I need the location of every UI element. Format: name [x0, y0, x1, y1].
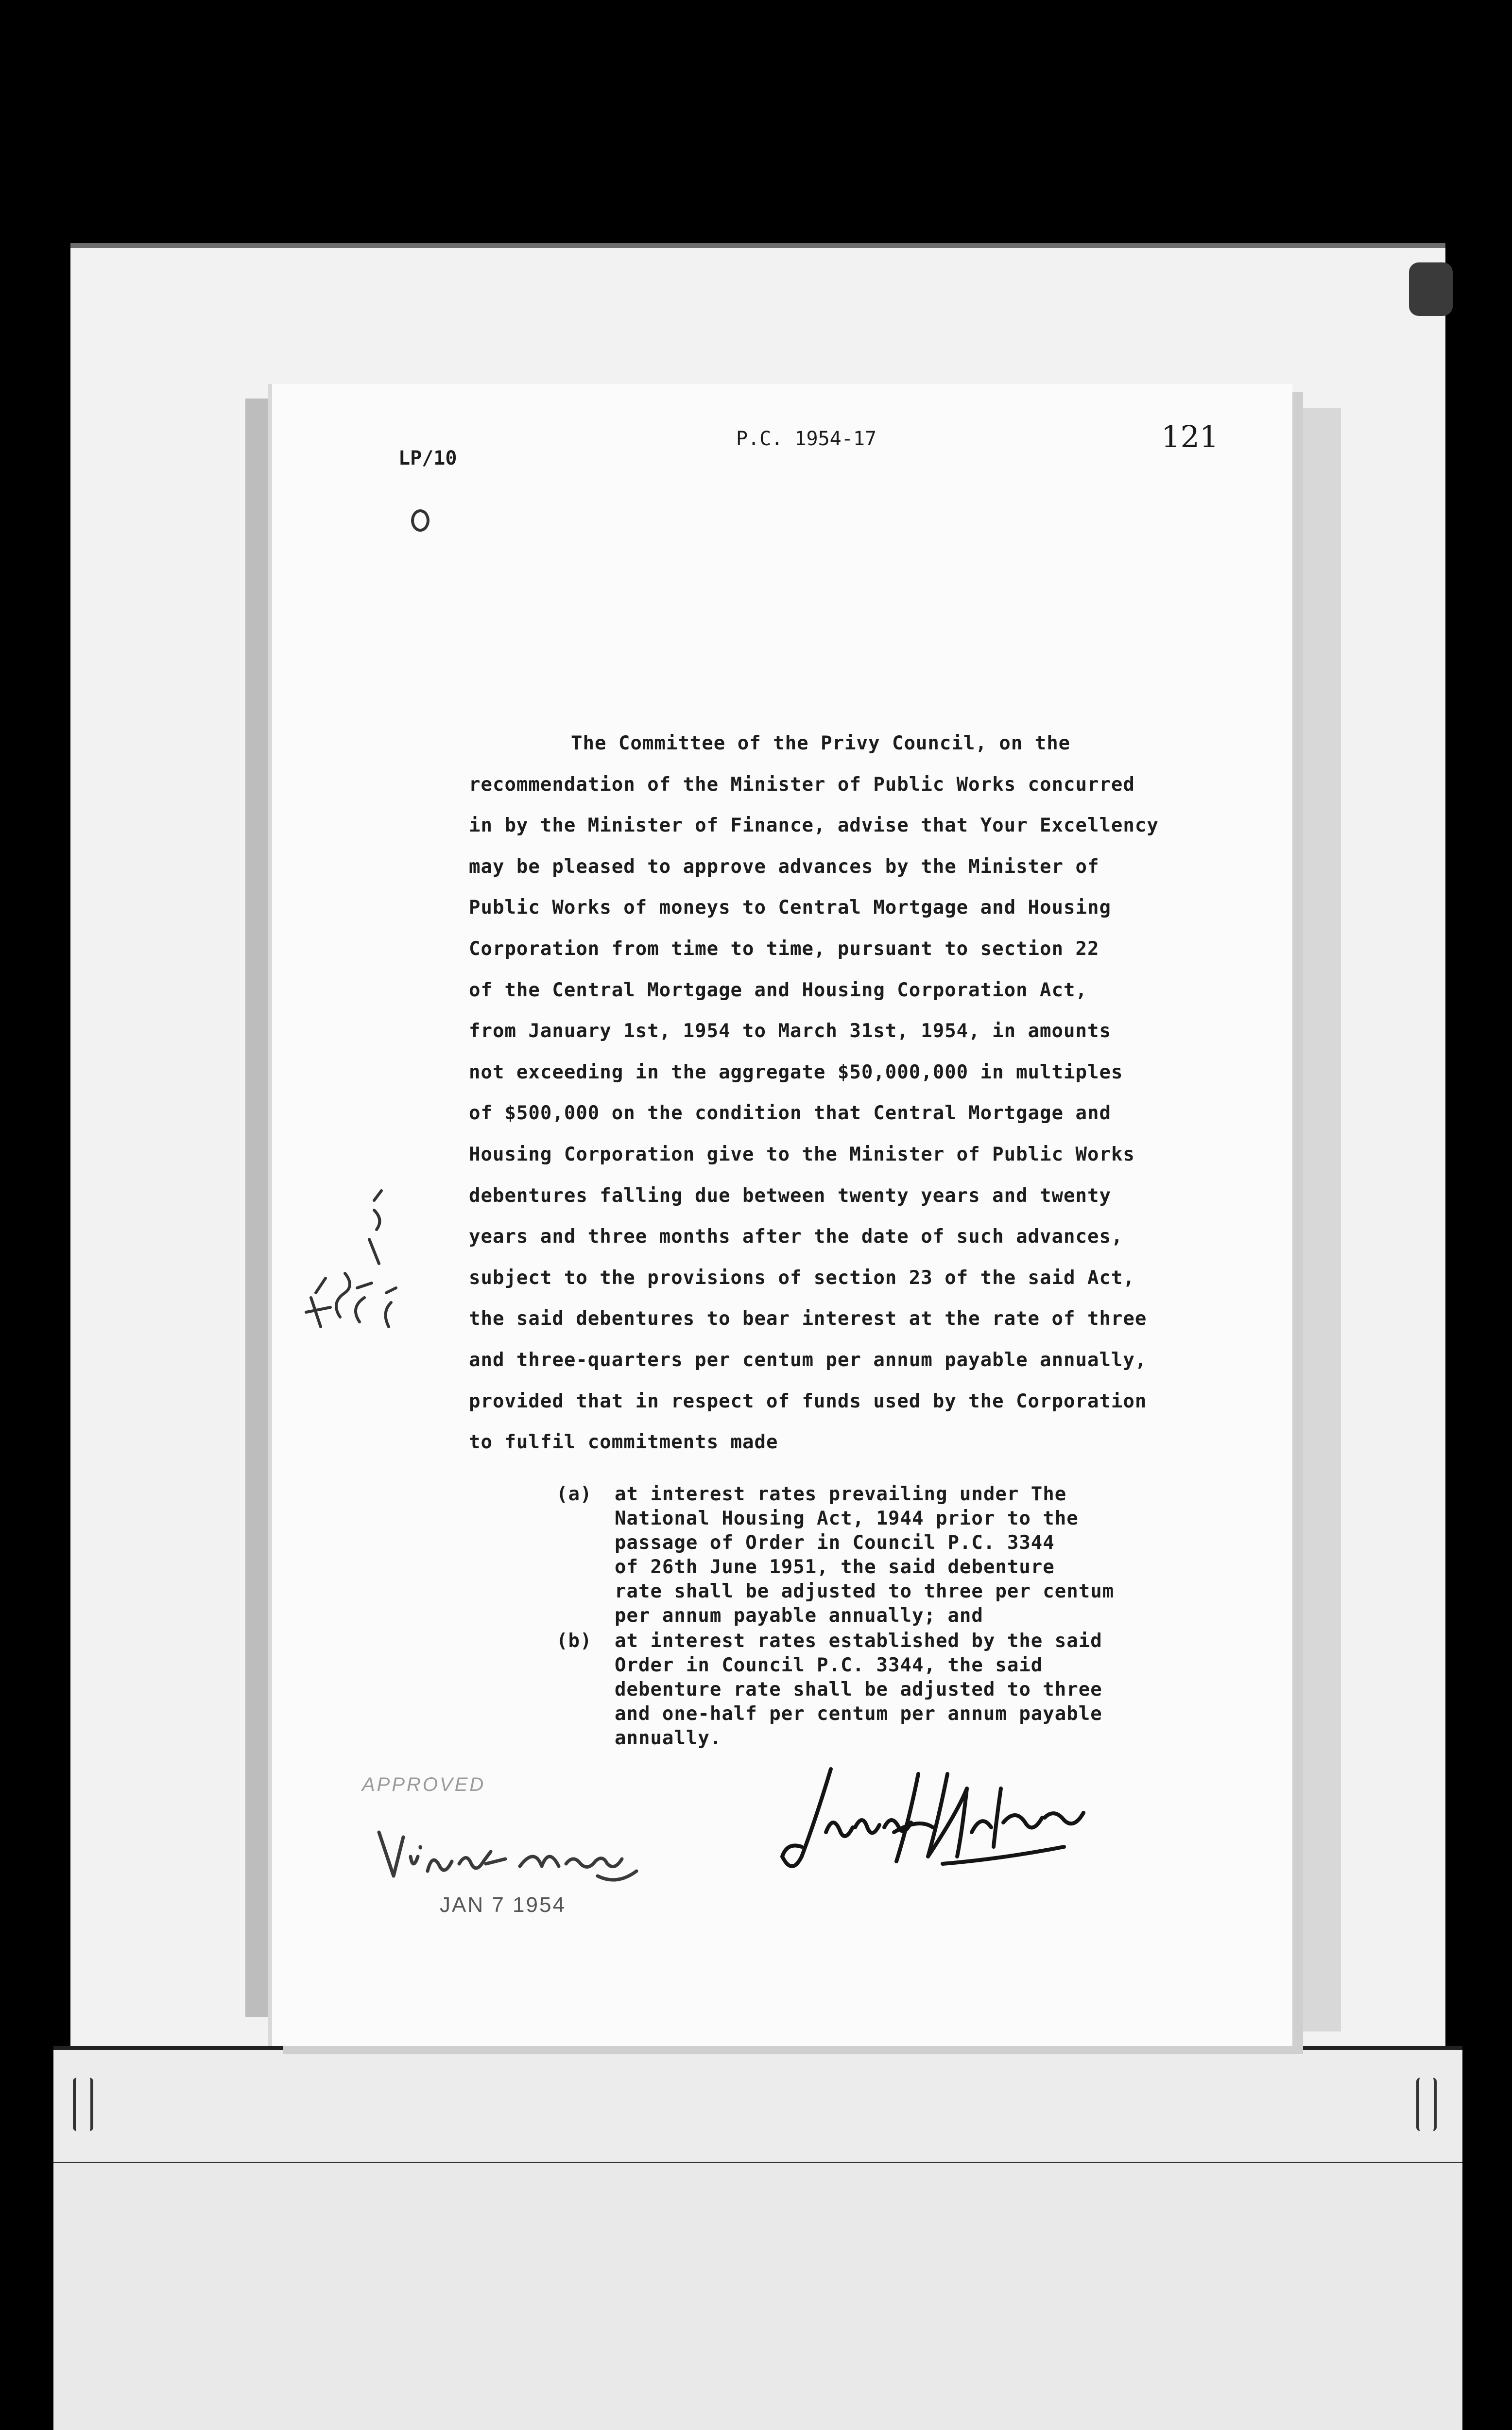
body-line: Public Works of moneys to Central Mortgage and Housing [469, 897, 1111, 919]
body-line: in by the Minister of Finance, advise that Your Excellency [469, 815, 1159, 837]
lower-board [53, 2163, 1462, 2430]
punch-hole-mark [411, 509, 430, 532]
sub-item-line: National Housing Act, 1944 prior to the [615, 1508, 1079, 1529]
body-line: subject to the provisions of section 23 of the said Act, [469, 1267, 1135, 1289]
film-edge-mark-left [73, 2078, 93, 2131]
body-line: the said debentures to bear interest at the rate of three [469, 1308, 1147, 1330]
board-corner-mark [1409, 262, 1453, 316]
sub-item-line: debenture rate shall be adjusted to three [615, 1679, 1102, 1701]
body-line: of $500,000 on the condition that Central Mortgage and [469, 1102, 1111, 1125]
body-line: provided that in respect of funds used by the Corporation [469, 1390, 1147, 1412]
body-line: not exceeding in the aggregate $50,000,000 in multiples [469, 1061, 1123, 1083]
approval-signature [374, 1818, 646, 1895]
body-line: The Committee of the Privy Council, on the [571, 732, 1071, 754]
body-line: Housing Corporation give to the Minister of Public Works [469, 1143, 1135, 1165]
sub-item-line: at interest rates established by the said [615, 1630, 1102, 1652]
film-edge-mark-right [1416, 2078, 1437, 2131]
body-line: to fulfil commitments made [469, 1431, 778, 1454]
sub-item-line: of 26th June 1951, the said debenture [615, 1556, 1055, 1578]
sub-item-line: Order in Council P.C. 3344, the said [615, 1654, 1043, 1676]
sub-item-label: (b) [556, 1630, 592, 1652]
margin-initials-handwriting [292, 1181, 398, 1336]
sub-item-line: rate shall be adjusted to three per centum [615, 1580, 1115, 1602]
body-line: may be pleased to approve advances by the Minister of [469, 855, 1100, 878]
filmstrip-band [53, 2046, 1462, 2166]
clerk-signature [773, 1759, 1093, 1886]
body-line: years and three months after the date of such advances, [469, 1226, 1123, 1248]
body-line: recommendation of the Minister of Public Works concurred [469, 773, 1135, 796]
page-number: 121 [1161, 419, 1219, 454]
approval-date-stamp: JAN 7 1954 [440, 1893, 566, 1917]
approved-stamp: APPROVED [362, 1774, 486, 1795]
order-number: P.C. 1954-17 [736, 428, 876, 450]
body-line: of the Central Mortgage and Housing Corporation Act, [469, 979, 1087, 1001]
order-body [469, 723, 1237, 1463]
body-line: and three-quarters per centum per annum payable annually, [469, 1349, 1147, 1371]
sub-item-line: per annum payable annually; and [615, 1605, 983, 1627]
sub-item-line: annually. [615, 1727, 722, 1749]
body-line: debentures falling due between twenty years and twenty [469, 1184, 1111, 1207]
sub-item-line: and one-half per centum per annum payable [615, 1703, 1102, 1725]
body-line: from January 1st, 1954 to March 31st, 1954, in amounts [469, 1020, 1111, 1042]
sheet-shadow-right [1297, 408, 1341, 2031]
sub-item-line: passage of Order in Council P.C. 3344 [615, 1532, 1055, 1554]
file-reference: LP/10 [398, 447, 457, 469]
sub-item-label: (a) [556, 1483, 592, 1505]
body-line: Corporation from time to time, pursuant to section 22 [469, 937, 1100, 960]
sub-item-line: at interest rates prevailing under The [615, 1483, 1067, 1505]
